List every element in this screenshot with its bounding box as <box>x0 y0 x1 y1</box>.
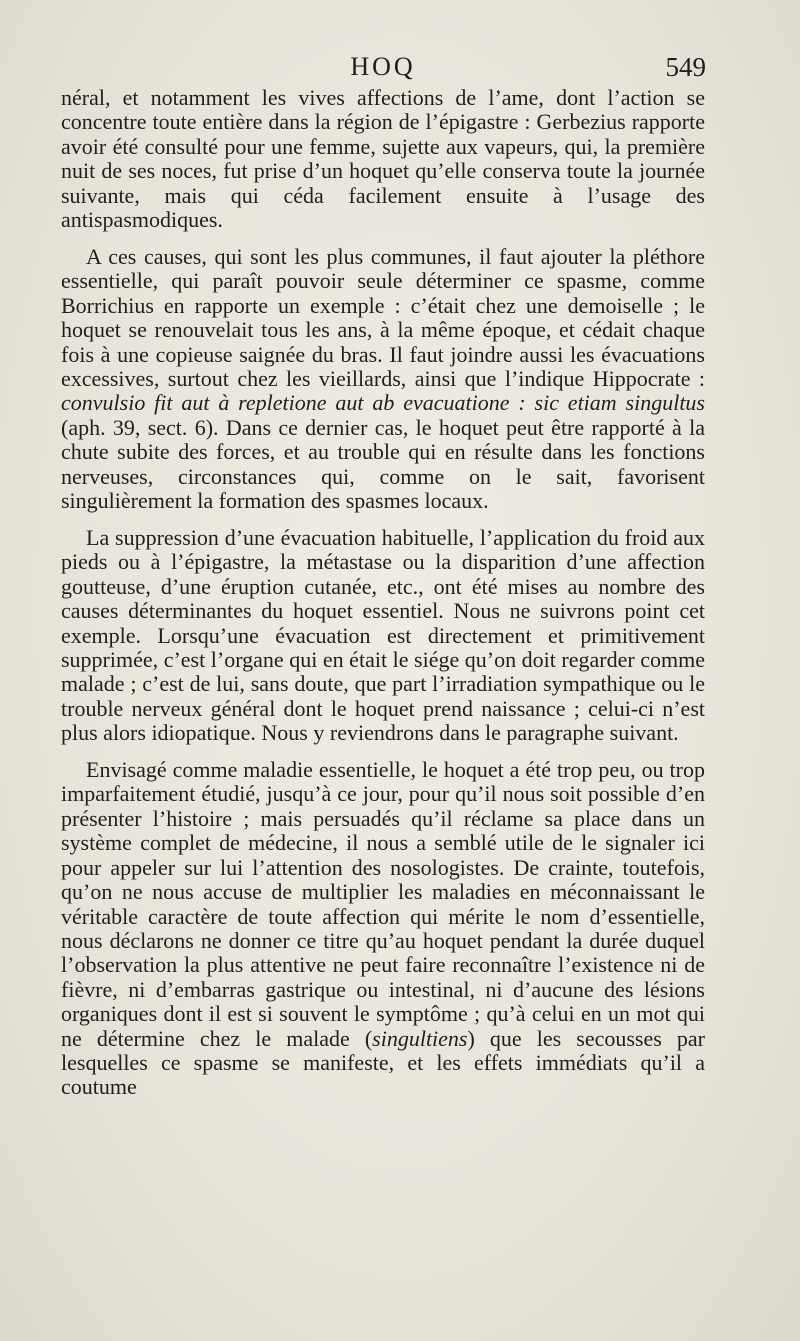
text-segment: (aph. 39, sect. 6). Dans ce dernier cas, le hoquet peut être rapporté à la chute subite des forces, et au trouble qui en résulte dans les fonctions nerveuses, circonstances qui, comme on le sait, favorisent singulièrement la formation des spasmes locaux. <box>61 414 705 513</box>
running-head: HOQ <box>350 52 416 81</box>
text-segment: ) que les secousses par lesquelles ce spasme se manifeste, et les effets immédiats qu’il a coutume <box>61 1025 705 1100</box>
paragraph <box>61 526 705 746</box>
italic-term: singultiens <box>372 1025 468 1051</box>
paragraph <box>61 86 705 232</box>
latin-quotation: convulsio fit aut à repletione aut ab evacuatione : sic etiam singultus <box>61 390 705 416</box>
page-number: 549 <box>665 52 706 82</box>
text-segment: A ces causes, qui sont les plus communes, il faut ajouter la pléthore essentielle, qui paraît pouvoir seule déterminer ce spasme, comme Borrichius en rapporte un exemple : c’était chez une demoiselle ; le hoquet se renouvelait tous les ans, à la même époque, et cédait chaque fois à une copieuse saignée du bras. Il faut joindre aussi les évacuations excessives, surtout chez les vieillards, ainsi que l’indique Hippocrate : <box>61 243 705 391</box>
body-text <box>61 86 705 1112</box>
text-segment: néral, et notamment les vives affections de l’ame, dont l’action se concentre toute entière dans la région de l’épigastre : Gerbezius rapporte avoir été consulté pour une femme, sujette aux vapeurs, qui, la première nuit de ses noces, fut prise d’un hoquet qu’elle conserva toute la journée suivante, mais qui céda facilement ensuite à l’usage des antispasmodiques. <box>61 85 705 233</box>
page-header <box>60 52 706 86</box>
paragraph <box>61 245 705 513</box>
text-segment: La suppression d’une évacuation habituelle, l’application du froid aux pieds ou à l’épigastre, la métastase ou la disparition d’une affection goutteuse, d’une éruption cutanée, etc., ont été mises au nombre des causes déterminantes du hoquet essentiel. Nous ne suivrons point cet exemple. Lorsqu’une évacuation est directement et primitivement supprimée, c’est l’organe qui en était le siége qu’on doit regarder comme malade ; c’est de lui, sans doute, que part l’irradiation sympathique ou le trouble nerveux général dont le hoquet prend naissance ; celui-ci n’est plus alors idiopatique. Nous y reviendrons dans le paragraphe suivant. <box>61 524 705 746</box>
text-segment: Envisagé comme maladie essentielle, le hoquet a été trop peu, ou trop imparfaitement étudié, jusqu’à ce jour, pour qu’il nous soit possible d’en présenter l’histoire ; mais persuadés qu’il réclame sa place dans un système complet de médecine, il nous a semblé utile de le signaler ici pour appeler sur lui l’attention des nosologistes. De crainte, toutefois, qu’on ne nous accuse de multiplier les maladies en méconnaissant le véritable caractère de toute affection qui mérite le nom d’essentielle, nous déclarons ne donner ce titre qu’au hoquet pendant la durée duquel l’observation la plus attentive ne peut faire reconnaître l’existence ni de fièvre, ni d’embarras gastrique ou intestinal, ni d’aucune des lésions organiques dont il est si souvent le symptôme ; qu’à celui en un mot qui ne détermine chez le malade ( <box>61 757 705 1051</box>
paragraph <box>61 758 705 1100</box>
